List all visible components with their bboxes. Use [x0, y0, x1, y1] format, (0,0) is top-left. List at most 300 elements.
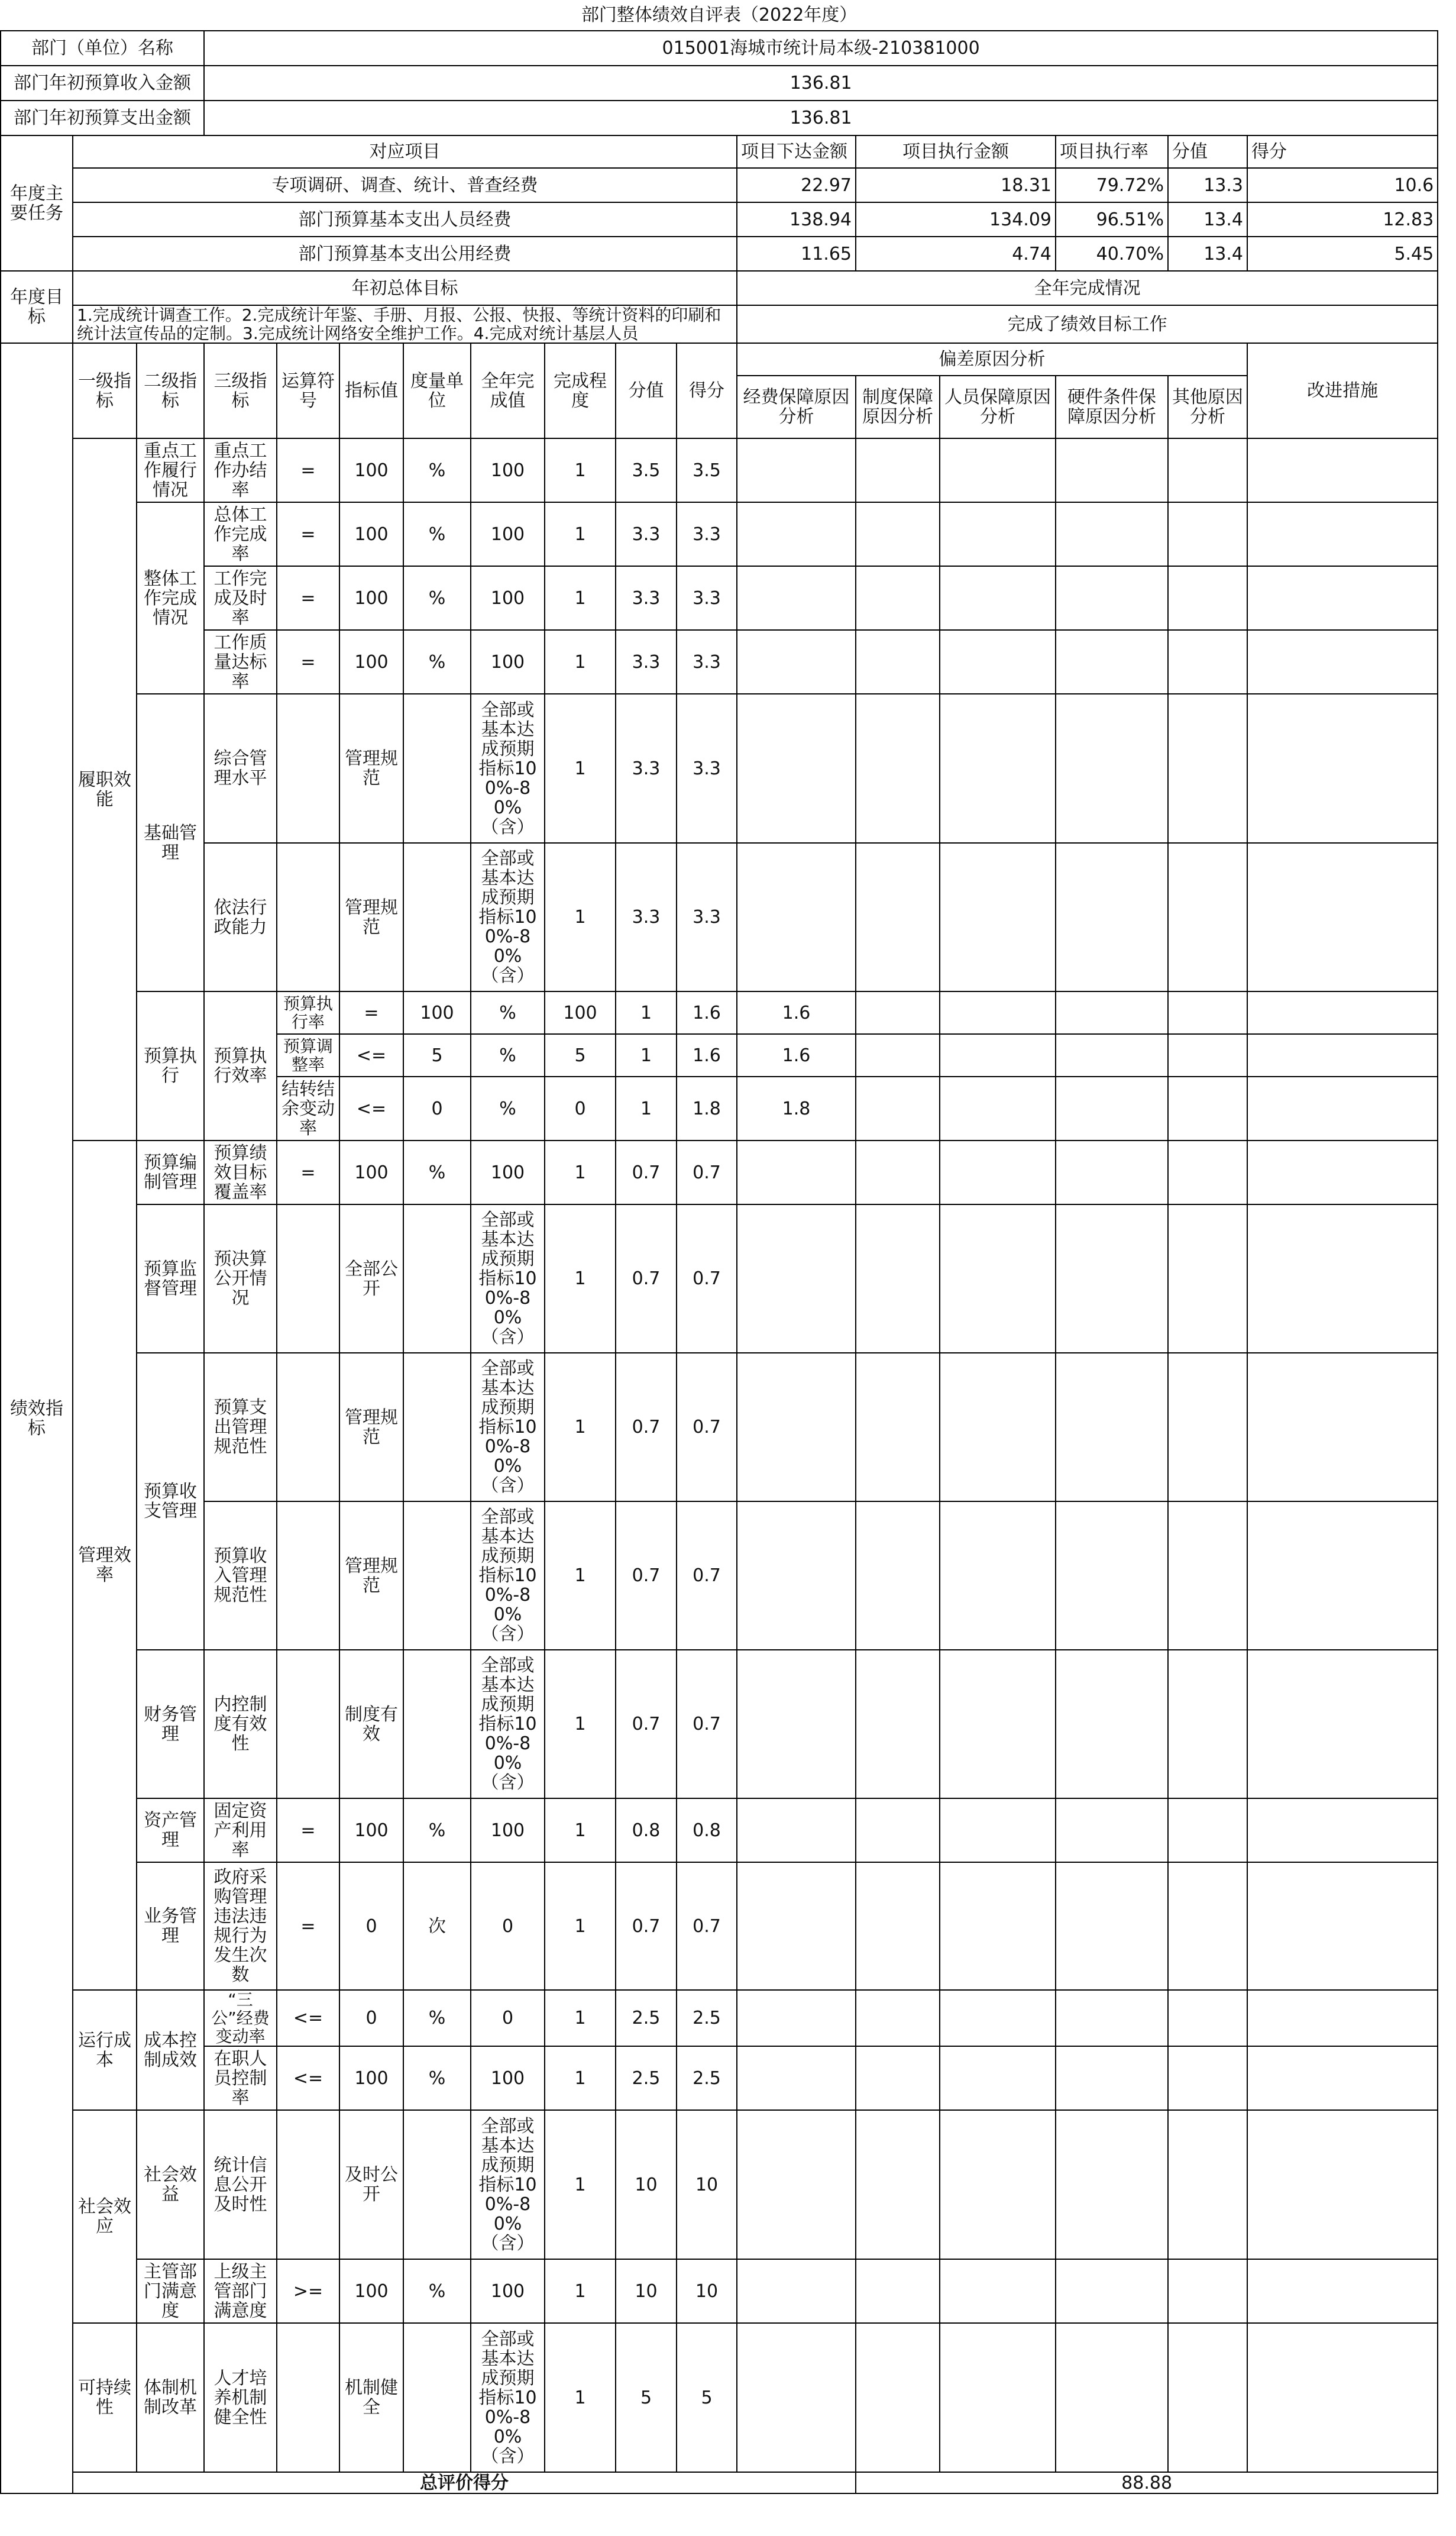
- dev-staff-cell: [1056, 1077, 1168, 1141]
- level3-cell: 预算调整率: [277, 1034, 339, 1077]
- degree-cell: 1: [545, 1862, 616, 1990]
- dev-funds-cell: [737, 1862, 856, 1990]
- level2-cell: 基础管理: [137, 694, 204, 991]
- dev-staff-cell: [940, 1141, 1056, 1204]
- level3-cell: 预算支出管理规范性: [204, 1353, 277, 1501]
- score-cell: 5: [616, 2323, 677, 2472]
- dev-system-cell: [856, 694, 940, 843]
- dev-funds-cell: [737, 438, 856, 502]
- actual-cell: 全部或基本达成预期指标100%-80%（含）: [471, 1650, 545, 1798]
- dev-system-cell: [856, 502, 940, 566]
- level3-cell: 在职人员控制率: [204, 2046, 277, 2110]
- dev-staff-cell: [940, 2110, 1056, 2259]
- task-row-score: 13.4: [1168, 202, 1247, 237]
- improve-cell: [1247, 1650, 1438, 1798]
- dev-hardware-cell: [1056, 630, 1168, 694]
- improve-cell: [1247, 1990, 1438, 2046]
- dev-system-cell: [856, 1501, 940, 1650]
- level2-cell: 预算执行效率: [204, 991, 277, 1141]
- level3-cell: 政府采购管理违法违规行为发生次数: [204, 1862, 277, 1990]
- task-row-issued: 138.94: [737, 202, 856, 237]
- dev-other-cell: [1168, 630, 1247, 694]
- unit-cell: [403, 1501, 471, 1650]
- target-cell: 管理规范: [339, 694, 403, 843]
- unit-cell: [403, 1204, 471, 1353]
- actual-cell: 100: [471, 566, 545, 630]
- unit-cell: [403, 2110, 471, 2259]
- target-cell: 100: [339, 630, 403, 694]
- indicators-section-label: 绩效指标: [1, 343, 73, 2493]
- score-cell: 3.3: [616, 502, 677, 566]
- actual-cell: 100: [471, 1141, 545, 1204]
- degree-cell: 1: [545, 566, 616, 630]
- dev-staff-cell: [940, 1501, 1056, 1650]
- actual-cell: 0: [545, 1077, 616, 1141]
- dev-funds-cell: [856, 991, 940, 1034]
- score-cell: 2.5: [616, 2046, 677, 2110]
- dev-system-cell: [856, 1990, 940, 2046]
- goals-col-done: 全年完成情况: [737, 271, 1438, 305]
- dev-staff-cell: [940, 2323, 1056, 2472]
- goals-col-goal: 年初总体目标: [73, 271, 737, 305]
- got-cell: 0.7: [677, 1353, 737, 1501]
- got-cell: 0.7: [677, 1204, 737, 1353]
- level2-cell: 财务管理: [137, 1650, 204, 1798]
- dev-system-cell: [940, 1034, 1056, 1077]
- actual-cell: 100: [471, 1798, 545, 1862]
- score-cell: 0.8: [616, 1798, 677, 1862]
- score-cell: 3.5: [616, 438, 677, 502]
- tasks-col-item: 对应项目: [73, 135, 737, 168]
- dev-funds-cell: [737, 566, 856, 630]
- unit-cell: %: [403, 1990, 471, 2046]
- header-dev-other: 其他原因分析: [1168, 376, 1247, 438]
- op-cell: <=: [277, 2046, 339, 2110]
- dev-other-cell: [1168, 1204, 1247, 1353]
- dev-staff-cell: [940, 438, 1056, 502]
- level2-cell: 重点工作履行情况: [137, 438, 204, 502]
- degree-cell: 1: [545, 1141, 616, 1204]
- level1-cell: 运行成本: [73, 1990, 137, 2110]
- score-cell: 0.7: [616, 1204, 677, 1353]
- op-cell: =: [277, 1862, 339, 1990]
- op-cell: <=: [339, 1077, 403, 1141]
- dev-other-cell: [1168, 694, 1247, 843]
- actual-cell: 全部或基本达成预期指标100%-80%（含）: [471, 694, 545, 843]
- unit-cell: %: [471, 1034, 545, 1077]
- degree-cell: 1: [616, 1077, 677, 1141]
- header-op: 运算符号: [277, 343, 339, 438]
- degree-cell: 1: [545, 1650, 616, 1798]
- improve-cell: [1247, 2110, 1438, 2259]
- op-cell: <=: [277, 1990, 339, 2046]
- dev-staff-cell: [940, 1204, 1056, 1353]
- level3-cell: 预算绩效目标覆盖率: [204, 1141, 277, 1204]
- unit-cell: [403, 1650, 471, 1798]
- improve-cell: [1247, 438, 1438, 502]
- dev-other-cell: [1168, 1990, 1247, 2046]
- dev-other-cell: [1168, 1501, 1247, 1650]
- got-cell: 3.3: [677, 502, 737, 566]
- dev-staff-cell: [940, 1353, 1056, 1501]
- score-cell: 1.6: [677, 1034, 737, 1077]
- header-level2: 二级指标: [137, 343, 204, 438]
- got-cell: 2.5: [677, 1990, 737, 2046]
- task-row-score: 13.3: [1168, 168, 1247, 202]
- degree-cell: 1: [545, 694, 616, 843]
- level3-cell: 重点工作办结率: [204, 438, 277, 502]
- dev-hardware-cell: [1056, 1501, 1168, 1650]
- score-cell: 0.7: [616, 1353, 677, 1501]
- unit-cell: %: [403, 2046, 471, 2110]
- dev-staff-cell: [940, 1798, 1056, 1862]
- level3-cell: 统计信息公开及时性: [204, 2110, 277, 2259]
- dev-system-cell: [856, 1862, 940, 1990]
- dev-system-cell: [856, 630, 940, 694]
- unit-cell: %: [403, 438, 471, 502]
- level2-cell: 资产管理: [137, 1798, 204, 1862]
- level1-cell: 管理效率: [73, 1141, 137, 1990]
- dev-other-cell: [1247, 1034, 1438, 1077]
- dev-hardware-cell: [1056, 1353, 1168, 1501]
- op-cell: =: [339, 991, 403, 1034]
- score-cell: 10: [616, 2110, 677, 2259]
- level1-cell: 履职效能: [73, 438, 137, 1141]
- dev-funds-cell: [737, 1353, 856, 1501]
- got-cell: 10: [677, 2259, 737, 2323]
- level3-cell: 预决算公开情况: [204, 1204, 277, 1353]
- task-row-name: 部门预算基本支出人员经费: [73, 202, 737, 237]
- dev-staff-cell: [940, 630, 1056, 694]
- improve-cell: [1247, 1204, 1438, 1353]
- level3-cell: 工作质量达标率: [204, 630, 277, 694]
- improve-cell: [1247, 1353, 1438, 1501]
- actual-cell: 全部或基本达成预期指标100%-80%（含）: [471, 843, 545, 991]
- unit-cell: 次: [403, 1862, 471, 1990]
- unit-cell: [403, 1353, 471, 1501]
- dev-staff-cell: [940, 694, 1056, 843]
- dev-system-cell: [856, 843, 940, 991]
- got-cell: 0.7: [677, 1650, 737, 1798]
- degree-cell: 1: [545, 1501, 616, 1650]
- degree-cell: 1: [616, 991, 677, 1034]
- unit-cell: %: [471, 1077, 545, 1141]
- sheet-title: 部门整体绩效自评表（2022年度）: [1, 0, 1438, 31]
- actual-cell: 100: [471, 2259, 545, 2323]
- dev-hardware-cell: [1056, 566, 1168, 630]
- got-cell: 1.6: [737, 1034, 856, 1077]
- dev-system-cell: [856, 438, 940, 502]
- improve-cell: [1247, 694, 1438, 843]
- op-cell: =: [277, 630, 339, 694]
- level3-cell: 预算收入管理规范性: [204, 1501, 277, 1650]
- op-cell: =: [277, 1141, 339, 1204]
- dev-system-cell: [856, 1798, 940, 1862]
- dev-funds-cell: [737, 694, 856, 843]
- improve-cell: [1247, 2259, 1438, 2323]
- dev-staff-cell: [1056, 1034, 1168, 1077]
- dev-hardware-cell: [1056, 2110, 1168, 2259]
- target-cell: 0: [339, 1990, 403, 2046]
- degree-cell: 1: [545, 1798, 616, 1862]
- tasks-col-got: 得分: [1247, 135, 1438, 168]
- actual-cell: 0: [471, 1990, 545, 2046]
- op-cell: [277, 1650, 339, 1798]
- degree-cell: 1: [545, 438, 616, 502]
- got-cell: 10: [677, 2110, 737, 2259]
- task-row-name: 部门预算基本支出公用经费: [73, 237, 737, 271]
- level2-cell: 预算监督管理: [137, 1204, 204, 1353]
- score-cell: 10: [616, 2259, 677, 2323]
- dev-other-cell: [1247, 1077, 1438, 1141]
- target-cell: 管理规范: [339, 1353, 403, 1501]
- unit-cell: [403, 694, 471, 843]
- got-cell: 1.8: [737, 1077, 856, 1141]
- level2-cell: 成本控制成效: [137, 1990, 204, 2110]
- target-cell: 100: [403, 991, 471, 1034]
- task-row-got: 5.45: [1247, 237, 1438, 271]
- header-level1: 一级指标: [73, 343, 137, 438]
- target-cell: 100: [339, 1798, 403, 1862]
- score-cell: 1.6: [677, 991, 737, 1034]
- task-row-rate: 40.70%: [1056, 237, 1168, 271]
- header-level3: 三级指标: [204, 343, 277, 438]
- tasks-section-label: 年度主要任务: [1, 135, 73, 271]
- dev-hardware-cell: [1056, 2323, 1168, 2472]
- level3-cell: 预算执行率: [277, 991, 339, 1034]
- level1-cell: 社会效应: [73, 2110, 137, 2323]
- header-target: 指标值: [339, 343, 403, 438]
- actual-cell: 100: [471, 630, 545, 694]
- score-cell: 0.7: [616, 1650, 677, 1798]
- actual-cell: 100: [471, 2046, 545, 2110]
- dev-other-cell: [1247, 991, 1438, 1034]
- improve-cell: [1247, 1501, 1438, 1650]
- op-cell: =: [277, 502, 339, 566]
- score-cell: 3.3: [616, 843, 677, 991]
- dev-funds-cell: [737, 2110, 856, 2259]
- degree-cell: 1: [545, 502, 616, 566]
- dev-hardware-cell: [1168, 1034, 1247, 1077]
- dev-staff-cell: [1056, 991, 1168, 1034]
- actual-cell: 100: [471, 438, 545, 502]
- dev-hardware-cell: [1056, 1141, 1168, 1204]
- actual-cell: 全部或基本达成预期指标100%-80%（含）: [471, 2323, 545, 2472]
- level3-cell: 内控制度有效性: [204, 1650, 277, 1798]
- dev-hardware-cell: [1056, 502, 1168, 566]
- header-deviation: 偏差原因分析: [737, 343, 1247, 376]
- actual-cell: 全部或基本达成预期指标100%-80%（含）: [471, 1353, 545, 1501]
- got-cell: 3.3: [677, 843, 737, 991]
- dev-staff-cell: [940, 2259, 1056, 2323]
- unit-cell: [403, 2323, 471, 2472]
- unit-cell: %: [403, 630, 471, 694]
- score-cell: 0.7: [616, 1862, 677, 1990]
- header-dev-hardware: 硬件条件保障原因分析: [1056, 376, 1168, 438]
- task-row-got: 10.6: [1247, 168, 1438, 202]
- level2-cell: 主管部门满意度: [137, 2259, 204, 2323]
- actual-cell: 全部或基本达成预期指标100%-80%（含）: [471, 2110, 545, 2259]
- header-improve: 改进措施: [1247, 343, 1438, 438]
- dev-staff-cell: [940, 843, 1056, 991]
- unit-cell: %: [403, 2259, 471, 2323]
- dev-funds-cell: [737, 1990, 856, 2046]
- actual-cell: 5: [545, 1034, 616, 1077]
- got-cell: 5: [677, 2323, 737, 2472]
- dev-other-cell: [1168, 502, 1247, 566]
- unit-cell: [403, 843, 471, 991]
- task-row-score: 13.4: [1168, 237, 1247, 271]
- dev-funds-cell: [737, 630, 856, 694]
- degree-cell: 1: [545, 2259, 616, 2323]
- dev-system-cell: [856, 1650, 940, 1798]
- actual-cell: 0: [471, 1862, 545, 1990]
- dev-other-cell: [1168, 843, 1247, 991]
- level1-cell: 预算执行: [137, 991, 204, 1141]
- dev-other-cell: [1168, 566, 1247, 630]
- dev-hardware-cell: [1168, 991, 1247, 1034]
- unit-cell: %: [403, 1141, 471, 1204]
- improve-cell: [1247, 2323, 1438, 2472]
- level2-cell: 体制机制改革: [137, 2323, 204, 2472]
- dept-label: 部门（单位）名称: [1, 31, 204, 66]
- target-cell: 100: [339, 438, 403, 502]
- dev-funds-cell: [737, 1501, 856, 1650]
- dev-hardware-cell: [1056, 694, 1168, 843]
- expense-label: 部门年初预算支出金额: [1, 101, 204, 135]
- task-row-executed: 4.74: [856, 237, 1056, 271]
- task-row-name: 专项调研、调查、统计、普查经费: [73, 168, 737, 202]
- target-cell: 100: [339, 2046, 403, 2110]
- dev-other-cell: [1168, 1862, 1247, 1990]
- op-cell: [277, 694, 339, 843]
- degree-cell: 1: [545, 2110, 616, 2259]
- degree-cell: 1: [545, 1204, 616, 1353]
- target-cell: 0: [339, 1862, 403, 1990]
- dev-system-cell: [856, 1141, 940, 1204]
- dev-staff-cell: [940, 2046, 1056, 2110]
- header-degree: 完成程度: [545, 343, 616, 438]
- dev-other-cell: [1168, 2323, 1247, 2472]
- dev-other-cell: [1168, 2110, 1247, 2259]
- task-row-issued: 11.65: [737, 237, 856, 271]
- got-cell: 3.3: [677, 566, 737, 630]
- target-cell: 及时公开: [339, 2110, 403, 2259]
- op-cell: [277, 2323, 339, 2472]
- dev-staff-cell: [940, 502, 1056, 566]
- dev-system-cell: [856, 1353, 940, 1501]
- op-cell: =: [277, 566, 339, 630]
- level3-cell: 总体工作完成率: [204, 502, 277, 566]
- got-cell: 3.3: [677, 694, 737, 843]
- dev-other-cell: [1168, 2259, 1247, 2323]
- level2-cell: 预算收支管理: [137, 1353, 204, 1650]
- got-cell: 1.6: [737, 991, 856, 1034]
- unit-cell: %: [403, 566, 471, 630]
- improve-cell: [1247, 630, 1438, 694]
- dev-hardware-cell: [1056, 2259, 1168, 2323]
- got-cell: 2.5: [677, 2046, 737, 2110]
- dev-funds-cell: [856, 1077, 940, 1141]
- level1-cell: 可持续性: [73, 2323, 137, 2472]
- dev-system-cell: [940, 1077, 1056, 1141]
- dev-system-cell: [856, 1204, 940, 1353]
- expense-value: 136.81: [204, 101, 1438, 135]
- task-row-issued: 22.97: [737, 168, 856, 202]
- actual-cell: 100: [545, 991, 616, 1034]
- got-cell: 3.3: [677, 630, 737, 694]
- improve-cell: [1247, 1862, 1438, 1990]
- op-cell: <=: [339, 1034, 403, 1077]
- tasks-col-issued: 项目下达金额: [737, 135, 856, 168]
- header-got: 得分: [677, 343, 737, 438]
- degree-cell: 1: [545, 630, 616, 694]
- improve-cell: [1247, 1141, 1438, 1204]
- dev-staff-cell: [940, 1650, 1056, 1798]
- header-dev-staff: 人员保障原因分析: [940, 376, 1056, 438]
- target-cell: 100: [339, 2259, 403, 2323]
- score-cell: 0.7: [616, 1141, 677, 1204]
- header-dev-funds: 经费保障原因分析: [737, 376, 856, 438]
- actual-cell: 100: [471, 502, 545, 566]
- target-cell: 机制健全: [339, 2323, 403, 2472]
- income-label: 部门年初预算收入金额: [1, 66, 204, 101]
- dev-other-cell: [1168, 2046, 1247, 2110]
- op-cell: =: [277, 438, 339, 502]
- degree-cell: 1: [616, 1034, 677, 1077]
- task-row-rate: 96.51%: [1056, 202, 1168, 237]
- score-cell: 1.8: [677, 1077, 737, 1141]
- tasks-col-executed: 项目执行金额: [856, 135, 1056, 168]
- got-cell: 0.7: [677, 1141, 737, 1204]
- target-cell: 100: [339, 502, 403, 566]
- target-cell: 0: [403, 1077, 471, 1141]
- task-row-executed: 134.09: [856, 202, 1056, 237]
- improve-cell: [1247, 566, 1438, 630]
- degree-cell: 1: [545, 843, 616, 991]
- task-row-executed: 18.31: [856, 168, 1056, 202]
- improve-cell: [1247, 843, 1438, 991]
- target-cell: 100: [339, 566, 403, 630]
- dev-staff-cell: [940, 1862, 1056, 1990]
- level3-cell: 综合管理水平: [204, 694, 277, 843]
- goals-done-text: 完成了绩效目标工作: [737, 305, 1438, 343]
- dev-staff-cell: [940, 1990, 1056, 2046]
- degree-cell: 1: [545, 2323, 616, 2472]
- dept-value: 015001海城市统计局本级-210381000: [204, 31, 1438, 66]
- goals-section-label: 年度目标: [1, 271, 73, 343]
- tasks-col-rate: 项目执行率: [1056, 135, 1168, 168]
- header-unit: 度量单位: [403, 343, 471, 438]
- tasks-col-score: 分值: [1168, 135, 1247, 168]
- total-label: 总评价得分: [73, 2472, 856, 2493]
- actual-cell: 全部或基本达成预期指标100%-80%（含）: [471, 1204, 545, 1353]
- op-cell: [277, 2110, 339, 2259]
- score-cell: 3.3: [616, 630, 677, 694]
- level3-cell: 固定资产利用率: [204, 1798, 277, 1862]
- task-row-rate: 79.72%: [1056, 168, 1168, 202]
- op-cell: [277, 1204, 339, 1353]
- dev-other-cell: [1168, 1798, 1247, 1862]
- dev-system-cell: [940, 991, 1056, 1034]
- improve-cell: [1247, 2046, 1438, 2110]
- dev-system-cell: [856, 2323, 940, 2472]
- score-cell: 3.3: [616, 694, 677, 843]
- unit-cell: %: [471, 991, 545, 1034]
- dev-funds-cell: [737, 1798, 856, 1862]
- header-actual: 全年完成值: [471, 343, 545, 438]
- degree-cell: 1: [545, 1353, 616, 1501]
